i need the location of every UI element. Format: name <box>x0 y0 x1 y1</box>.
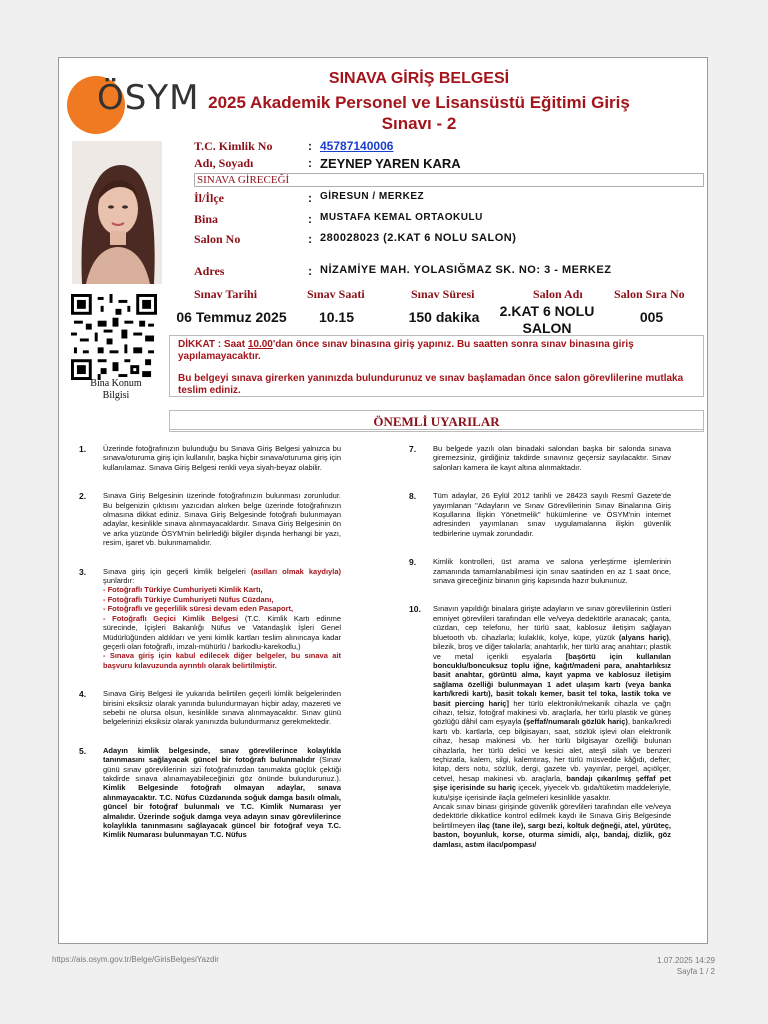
seat-no-value: 005 <box>639 309 664 325</box>
osym-logo <box>67 76 207 136</box>
warning-item-8 <box>409 491 671 538</box>
id-doc-4: - Fotoğraflı Geçici Kimlik Belgesi <box>103 613 239 623</box>
dikkat-time: 10.00 <box>247 339 273 350</box>
page-number: Sayfa 1 / 2 <box>676 967 715 976</box>
id-doc-2: - Fotoğraflı Türkiye Cumhuriyeti Nüfus Cüzdanı, <box>103 594 274 604</box>
warning-text-2: Sınava Giriş Belgesinin üzerinde fotoğrafınızın bulunması zorunludur. Bu belgenizin çıktısını yazıcıdan alırken belge üzerinde fotoğrafınızın olmasına dikkat ediniz. Sınava Giriş Belgesinde fotoğrafı bulunmayan adaylar, kesinlikle sınava alınmayacaklardır. Sınava Giriş Belgesinin ön ve arka yüzünde ÖSYM'nin belirlediği bilgiler dışında herhangi bir yazı, resim, işaret vb. bulunmamalıdır. <box>103 491 341 548</box>
warning-10-e: içecek, yiyecek vb. gıda/tüketim maddeleriyle, kutu/şişe içerisinde ilaçla gelmeleri kesinlikle yasaktır. <box>433 783 672 802</box>
warnings-right-column <box>409 444 671 849</box>
warning-3-c: şunlardır: <box>103 576 135 586</box>
print-url: https://ais.osym.gov.tr/Belge/GirisBelgesiYazdir <box>52 955 219 964</box>
tc-label: T.C. Kimlik No <box>194 139 273 153</box>
warning-item-9 <box>409 557 671 585</box>
candidate-photo <box>72 141 162 284</box>
document-title <box>204 70 634 134</box>
dikkat-prefix: DİKKAT : Saat <box>178 339 248 350</box>
exam-time-value: 10.15 <box>318 309 355 325</box>
warning-10-d: , banka/kredi kartı vb. kartlarla, cep bilgisayarı, saat, sözlük işlevi olan elektronik cihaz, hesap makinesi vb. her türlü bilgisayar özelliği bulunan cihazlarla, her türlü delici ve kesici alet, ateşli silah ve benzeri teçhizatla, kalem, silgi, kalemtıraş, her türlü müsvedde kâğıdı, defter, kitap, ders notu, sözlük, dergi, gazete vb. yayınlar, pergel, açıölçer, cetvel, hesap makinesi vb. araçlarla, <box>433 717 671 783</box>
warning-text-8: Tüm adaylar, 26 Eylül 2012 tarihli ve 28423 sayılı Resmî Gazete'de yayımlanan "Adayların ve Sınav Görevlilerinin Sınav Binalarına Giriş Koşullarına İlişkin Yönetmelik" hükümlerine ve ÖSYM'nin internet adresinden yayımlanan sınav uygulamalarına ilişkin güvenlik tedbirlerine uymak zorundadır. <box>433 491 671 538</box>
warning-num-8: 8. <box>409 491 417 502</box>
il-colon: : <box>308 191 312 205</box>
warning-item-7 <box>409 444 671 472</box>
warning-text-9: Kimlik kontrolleri, üst arama ve salona yerleştirme işlemlerinin zamanında tamamlanabilmesi için sınav saatinden en az 1 saat önce, sınava gireceğiniz binanın giriş kapısında hazır bulununuz. <box>433 557 671 586</box>
warning-10-b1: (alyans hariç) <box>618 632 669 642</box>
warning-text-5 <box>103 746 341 840</box>
warning-10-b3: (şeffaf/numaralı gözlük hariç) <box>523 717 628 727</box>
warning-10-b5: ilaç (tane ile), sargı bezi, koltuk değneği, atel, yürüteç, baston, boyunluk, korse, oturma simidi, alçı, bandaj, dizlik, göz damlası, astım ilacı/pompası/ <box>433 820 672 849</box>
warning-3-e: - Sınava giriş için kabul edilecek diğer belgeler, bu sınava ait başvuru kılavuzunda ayrıntılı olarak belirtilmiştir. <box>103 651 341 670</box>
dikkat-line <box>178 339 695 363</box>
warning-num-4: 4. <box>79 689 87 700</box>
id-doc-3: - Fotoğraflı ve geçerlilik süresi devam eden Pasaport, <box>103 604 294 614</box>
teslim-line: Bu belgeyi sınava girerken yanınızda bulundurunuz ve sınav başlamadan önce salon görevlilerine mutlaka teslim ediniz. <box>178 373 684 396</box>
il-value: GİRESUN / MERKEZ <box>320 191 425 202</box>
warning-3-b: (asılları olmak kaydıyla) <box>250 566 341 576</box>
warning-3-d: (T.C. Kimlik Kartı edinme sürecinde, İçişleri Bakanlığı Nüfus ve Vatandaşlık İşleri Genel Müdürlüğünden aldıkları ve yeni kimlik kartları teslim alınıncaya kadar geçerli olan fotoğraflı, imzalı-mühürlü / barkodlu-karekodlu,) <box>103 613 341 651</box>
salon-name-label: Salon Adı <box>533 287 583 301</box>
adres-colon: : <box>308 264 312 278</box>
warning-5-c: Kimlik Belgesinde fotoğrafı olmayan adaylar, sınava alınmayacaktır. T.C. Nüfus Cüzdanında soğuk damga basılı olmalı, güncel bir fotoğraf bulunmalı ve T.C. Kimlik Numarası yer almalıdır. Üzerinde soğuk damga veya adayın sınav görevlilerince kolaylıkla tanınmasını sağlayacak güncel bir fotoğraf veya T.C. Kimlik Numarası bulunmayan T.C. Nüfus <box>103 783 341 840</box>
warning-text-10 <box>433 604 671 849</box>
warning-10-b4: bandajı çıkarılmış şeffaf pet şişe içerisinde su hariç <box>433 773 671 793</box>
adres-label: Adres <box>194 264 225 278</box>
warning-item-4 <box>79 689 341 727</box>
adres-value: NİZAMİYE MAH. YOLASIĞMAZ SK. NO: 3 - MERKEZ <box>320 264 612 276</box>
warning-5-a: Adayın kimlik belgesinde, sınav görevlilerince kolaylıkla tanınmasını sağlayacak güncel bir fotoğrafı bulunmalıdır <box>103 745 341 765</box>
warning-text-4: Sınava Giriş Belgesi ile yukarıda belirtilen geçerli kimlik belgelerinden birisini eksiksiz olarak yanında bulundurmayan hiçbir aday, mazereti ve sebebi ne olursa olsun, kesinlikle sınava alınmayacaktır. Sınav günü belgelerinizi eksiksiz olarak yanınızda bulundurmanız gerekmektedir. <box>103 689 341 727</box>
warning-num-9: 9. <box>409 557 417 568</box>
name-value: ZEYNEP YAREN KARA <box>320 156 461 171</box>
warning-5-b: (Sınav günü sınav görevlilerinin sizi fotoğrafınızdan tanımakta güçlük çektiği takdirde sınava alınamayabileceğinizi göz önünde bulundurunuz.). <box>103 755 341 783</box>
il-label: İl/İlçe <box>194 191 224 205</box>
salon-value: 280028023 (2.KAT 6 NOLU SALON) <box>320 232 517 244</box>
print-date: 1.07.2025 14:29 <box>657 956 715 965</box>
title-exam-name: 2025 Akademik Personel ve Lisansüstü Eğitimi Giriş Sınavı - 2 <box>208 93 630 133</box>
warnings-left-column <box>79 444 341 840</box>
logo-text: ÖSYM <box>97 78 200 118</box>
warning-10-b: , bilezik, broş ve diğer takılarla; anahtarlık, her türlü araç anahtarı; plastik ve metal içerikli eşyalarla <box>433 632 672 661</box>
warning-text-1: Üzerinde fotoğrafınızın bulunduğu bu Sınava Giriş Belgesi yalnızca bu sınava/oturuma giriş için kullanılır, başka hiçbir sınava/oturuma giriş için kullanılamaz. Sınava Giriş Belgesi renkli veya siyah-beyaz olabilir. <box>103 444 341 472</box>
dikkat-rest: 'dan önce sınav binasına giriş yapınız. Bu saatten sonra sınav binasına giriş yapılamayacaktır. <box>178 339 634 362</box>
warning-text-3 <box>103 567 341 670</box>
warning-item-2 <box>79 491 341 547</box>
exam-duration-label: Sınav Süresi <box>411 287 475 301</box>
salon-name-value: 2.KAT 6 NOLU SALON <box>499 303 595 336</box>
warning-num-7: 7. <box>409 444 417 454</box>
warning-num-5: 5. <box>79 745 87 756</box>
warning-3-a: Sınava giriş için geçerli kimlik belgeleri <box>103 566 251 576</box>
warning-10-c: her türlü elektronik/mekanik cihazla ve çağrı cihazı, telsiz, fotoğraf makinesi vb. araçlarla, her türlü plastik ve güneş gözlüğü dâhil cam eşyayla <box>433 698 671 727</box>
onemli-uyarilar-header <box>169 410 704 432</box>
tc-value-link[interactable]: 45787140006 <box>320 139 394 153</box>
bina-konum-label: Bina Konum Bilgisi <box>90 378 142 401</box>
seat-no-label: Salon Sıra No <box>614 287 685 301</box>
exam-time-label: Sınav Saati <box>307 287 365 301</box>
warning-10-a: Sınavın yapıldığı binalara girişte adayların ve sınav görevlilerinin üstleri emniyet görevlileri tarafından elle ve/veya dedektörle aranacak; çanta, cüzdan, cep telefonu, her türlü saat, kablosuz iletişim sağlayan bluetooth vb. cihazlarla; kulaklık, kolye, küpe, yüzük <box>433 604 671 642</box>
exam-duration-value: 150 dakika <box>408 309 480 325</box>
warning-item-3 <box>79 567 341 670</box>
salon-label: Salon No <box>194 232 241 246</box>
warning-num-3: 3. <box>79 566 87 577</box>
warning-10-b2: [başörtü için kullanılan boncuklu/boncuksuz toplu iğne, kağıt/madeni para, anahtarlıksız basit anahtar, görüntü alma, kayıt yapma ve kablosuz iletişim sağlama özelliği bulunmayan 1 adet ulaşım kartı (veya banka kartı/kredi kartı), basit tokalı kemer, basit tel toka, lastik toka ve basit piercing hariç] <box>433 651 671 708</box>
dikkat-warning-box <box>169 335 704 397</box>
document-page <box>58 57 708 944</box>
onemli-uyarilar-title: ÖNEMLİ UYARILAR <box>373 414 500 429</box>
title-giris-belgesi: SINAVA GİRİŞ BELGESİ <box>328 70 510 87</box>
warning-10-f: Ancak sınav binası girişinde güvenlik görevlileri tarafından elle ve/veya dedektörle dikkatlice kontrol edilmek kaydı ile Sınava Giriş Belgesinde belirtilmeyen <box>433 802 671 830</box>
id-doc-1: - Fotoğraflı Türkiye Cumhuriyeti Kimlik Kartı, <box>103 585 263 595</box>
bina-colon: : <box>308 212 312 226</box>
name-colon: : <box>308 156 312 170</box>
bina-konum-qr-code[interactable] <box>71 294 157 380</box>
warning-item-1 <box>79 444 341 472</box>
salon-colon: : <box>308 232 312 246</box>
exam-date-value: 06 Temmuz 2025 <box>176 309 287 325</box>
name-label: Adı, Soyadı <box>194 156 254 170</box>
exam-date-label: Sınav Tarihi <box>194 287 258 301</box>
bina-value: MUSTAFA KEMAL ORTAOKULU <box>320 212 483 223</box>
warning-num-2: 2. <box>79 491 87 502</box>
bina-label: Bina <box>194 212 219 226</box>
warning-num-10: 10. <box>409 604 421 615</box>
warning-text-7: Bu belgede yazılı olan binadaki salondan başka bir salonda sınava giremezsiniz, girdiğiniz takdirde sınavınız geçersiz sayılacaktır. Sınav salonları kamera ile kayıt altına alınmaktadır. <box>433 444 671 472</box>
print-date-page <box>657 955 715 977</box>
warning-item-5 <box>79 746 341 840</box>
section-sinava-girecegi: SINAVA GİRECEĞİ <box>194 173 704 187</box>
warning-num-1: 1. <box>79 444 87 454</box>
warning-item-10 <box>409 604 671 849</box>
tc-colon: : <box>308 139 312 153</box>
